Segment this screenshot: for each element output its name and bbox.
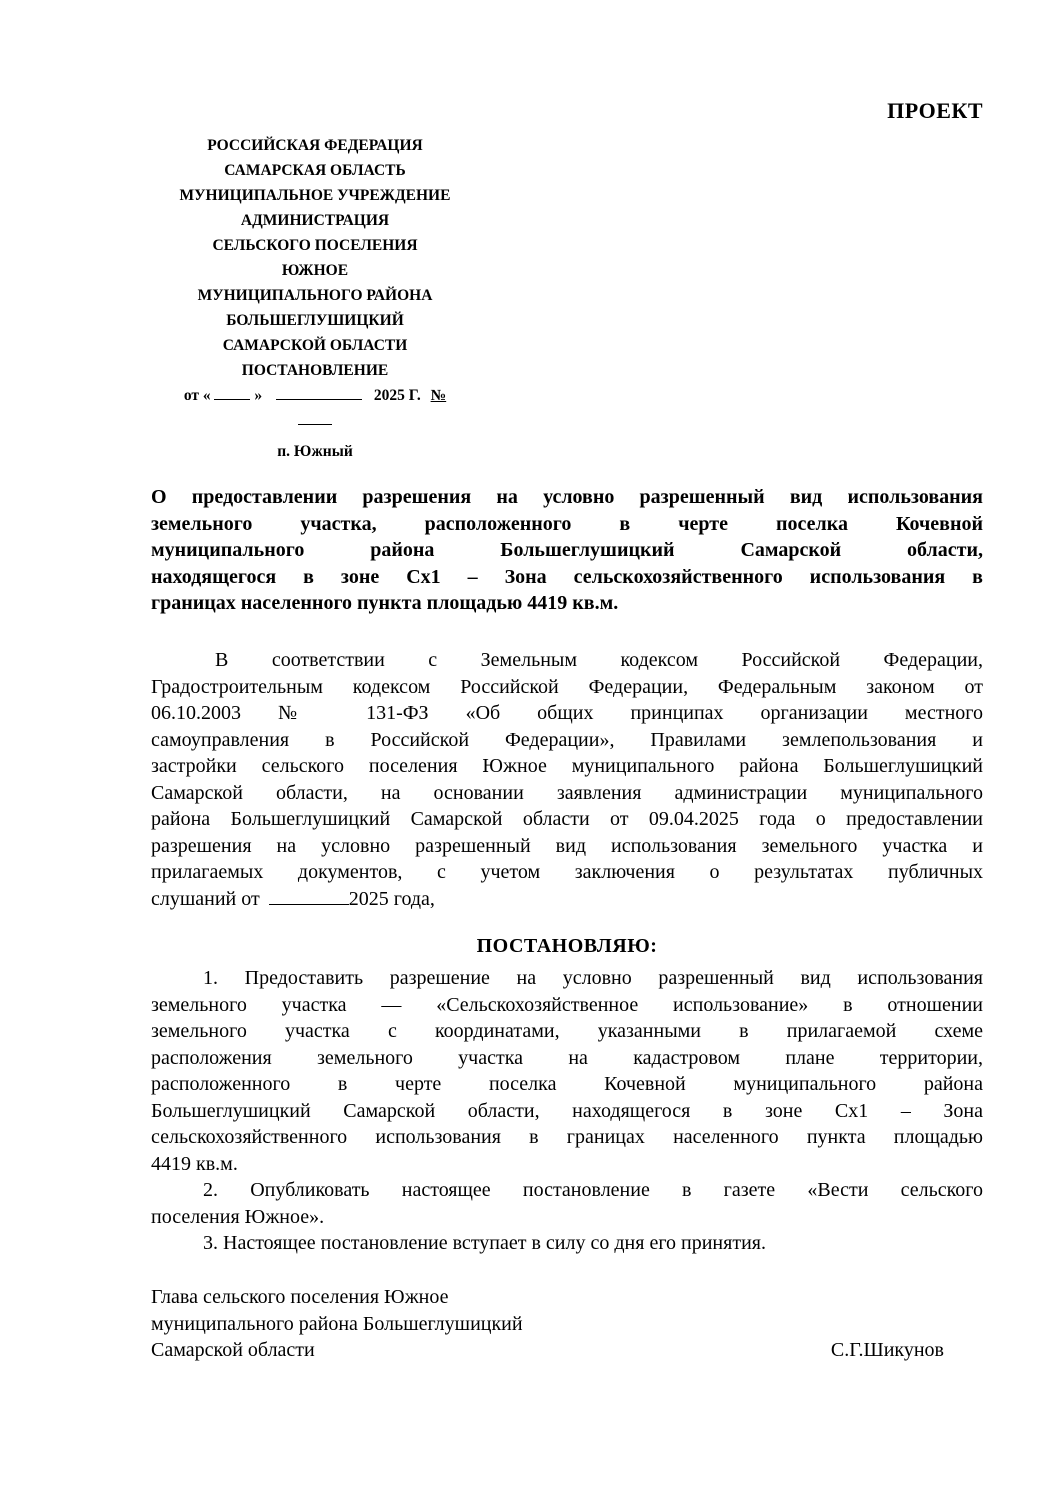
header-line-settlement-type: СЕЛЬСКОГО ПОСЕЛЕНИЯ xyxy=(212,237,418,254)
header-line-institution: МУНИЦИПАЛЬНОЕ УЧРЕЖДЕНИЕ xyxy=(179,187,451,204)
decree-items xyxy=(151,965,983,1257)
document-header xyxy=(150,133,480,464)
preamble-line: района Большеглушицкий Самарской области от 09.04.2025 года о предоставлении xyxy=(151,808,983,830)
item-2-line: 2. Опубликовать настоящее постановление в газете «Вести сельского xyxy=(203,1179,983,1201)
header-line-region: САМАРСКАЯ ОБЛАСТЬ xyxy=(224,162,406,179)
header-line-oblast: САМАРСКОЙ ОБЛАСТИ xyxy=(222,337,408,354)
item-3-line: 3. Настоящее постановление вступает в силу со дня его принятия. xyxy=(203,1232,766,1254)
hearing-date-prefix: слушаний от xyxy=(151,887,260,910)
preamble-line: Самарской области, на основании заявления администрации муниципального xyxy=(151,781,983,804)
preamble-paragraph xyxy=(151,647,983,912)
hearing-date-blank xyxy=(269,890,349,905)
header-line-district-type: МУНИЦИПАЛЬНОГО РАЙОНА xyxy=(197,287,433,304)
date-year: 2025 Г. xyxy=(373,387,421,404)
preamble-line: разрешения на условно разрешенный вид использования земельного участка и xyxy=(151,834,983,857)
header-line-district-name: БОЛЬШЕГЛУШИЦКИЙ xyxy=(226,312,404,329)
signature-position-line: муниципального района Большеглушицкий xyxy=(151,1312,523,1335)
signer-name: С.Г.Шикунов xyxy=(830,1339,944,1361)
item-1-line: 4419 кв.м. xyxy=(151,1152,238,1175)
preamble-last-line xyxy=(151,886,983,913)
title-line: границах населенного пункта площадью 4419 кв.м. xyxy=(151,592,619,614)
date-mid: » xyxy=(254,387,263,404)
preamble-line: 06.10.2003 № 131-ФЗ «Об общих принципах организации местного xyxy=(151,702,983,724)
hearing-date-suffix: 2025 года, xyxy=(348,887,435,910)
date-line xyxy=(150,383,480,408)
preamble-line: Градостроительным кодексом Российской Федерации, Федеральным законом от xyxy=(151,675,983,698)
day-blank xyxy=(214,385,250,400)
title-line: земельного участка, расположенного в черте поселка Кочевной xyxy=(151,512,983,535)
signature-position-line: Глава сельского поселения Южное xyxy=(151,1286,449,1308)
title-line: О предоставлении разрешения на условно разрешенный вид использования xyxy=(151,486,983,508)
preamble-line: В соответствии с Земельным кодексом Российской Федерации, xyxy=(215,649,983,671)
preamble-line: застройки сельского поселения Южное муниципального района Большеглушицкий xyxy=(151,755,983,777)
number-blank-line xyxy=(150,408,480,433)
signature-position-line: Самарской области xyxy=(151,1339,315,1361)
item-1-line: 1. Предоставить разрешение на условно разрешенный вид использования xyxy=(203,967,983,989)
item-1-line: расположенного в черте поселка Кочевной муниципального района xyxy=(151,1073,983,1095)
item-1-line: расположения земельного участка на кадастровом плане территории, xyxy=(151,1046,983,1069)
preamble-line: прилагаемых документов, с учетом заключения о результатах публичных xyxy=(151,861,983,883)
project-label: ПРОЕКТ xyxy=(887,98,983,123)
item-1-line: земельного участка — «Сельскохозяйственное использование» в отношении xyxy=(151,993,983,1016)
item-1-line: сельскохозяйственного использования в границах населенного пункта площадью xyxy=(151,1126,983,1148)
header-line-settlement-name: ЮЖНОЕ xyxy=(281,262,349,279)
title-line: муниципального района Большеглушицкий Самарской области, xyxy=(151,539,983,561)
item-1-line: Большеглушицкий Самарской области, находящегося в зоне Сх1 – Зона xyxy=(151,1099,983,1122)
number-sign: № xyxy=(430,387,447,404)
preamble-line: самоуправления в Российской Федерации», Правилами землепользования и xyxy=(151,728,983,751)
date-prefix: от « xyxy=(183,387,211,404)
item-1-line: земельного участка с координатами, указанными в прилагаемой схеме xyxy=(151,1020,983,1042)
document-title xyxy=(151,484,983,617)
month-blank xyxy=(276,385,362,400)
decree-heading: ПОСТАНОВЛЯЮ: xyxy=(476,935,658,957)
header-line-administration: АДМИНИСТРАЦИЯ xyxy=(240,212,390,229)
item-2-line: поселения Южное». xyxy=(151,1205,325,1228)
header-line-country: РОССИЙСКАЯ ФЕДЕРАЦИЯ xyxy=(207,137,423,154)
title-line: находящегося в зоне Сх1 – Зона сельскохозяйственного использования в xyxy=(151,565,983,588)
number-blank xyxy=(298,418,332,425)
settlement-name: п. Южный xyxy=(277,443,353,460)
document-type-label: ПОСТАНОВЛЕНИЕ xyxy=(241,362,389,379)
